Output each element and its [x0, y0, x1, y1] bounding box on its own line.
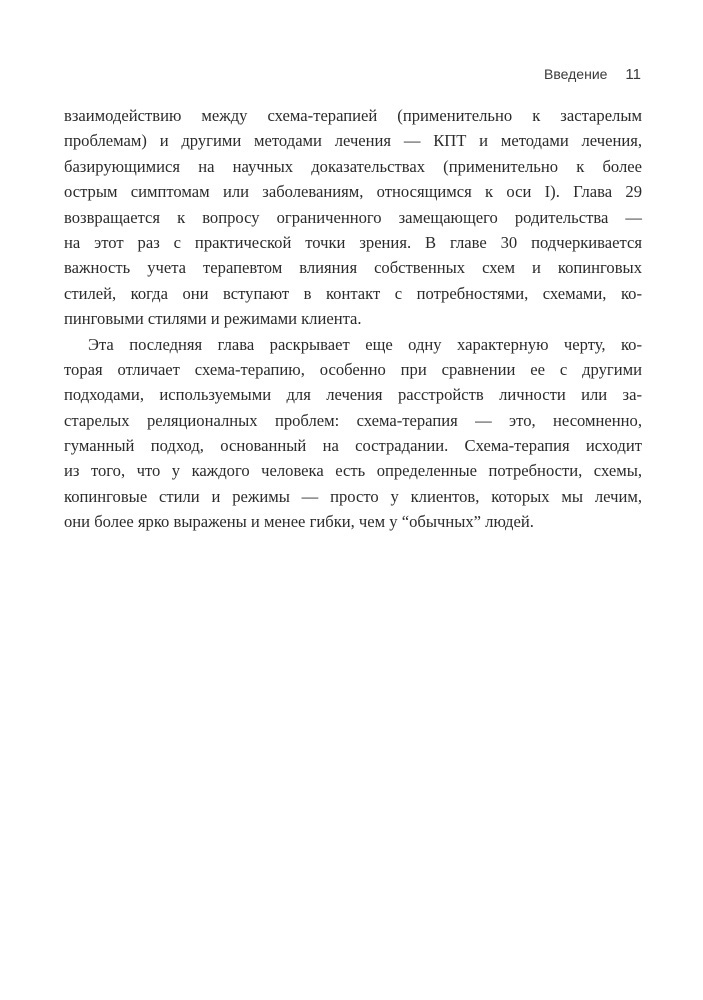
text-line: из того, что у каждого человека есть определенные потребности, схемы, [64, 461, 642, 481]
text-line: на этот раз с практической точки зрения. В главе 30 подчеркивается [64, 232, 642, 252]
running-head [544, 66, 641, 83]
paragraph [64, 103, 642, 332]
text-line: острым симптомам или заболеваниям, относящимся к оси I). Глава 29 [64, 182, 642, 202]
text-line: базирующимися на научных доказательствах (применительно к более [64, 156, 642, 176]
text-line: подходами, используемыми для лечения расстройств личности или за- [64, 385, 642, 405]
text-line: копинговые стили и режимы — просто у клиентов, которых мы лечим, [64, 486, 642, 506]
text-line: гуманный подход, основанный на сострадании. Схема-терапия исходит [64, 436, 642, 456]
section-title: Введение [544, 66, 608, 82]
text-line: пинговыми стилями и режимами клиента. [64, 309, 362, 329]
text-line: важность учета терапевтом влияния собственных схем и копинговых [64, 258, 642, 278]
page-number: 11 [625, 66, 641, 83]
paragraph [64, 332, 642, 535]
text-line: торая отличает схема-терапию, особенно при сравнении ее с другими [64, 359, 642, 379]
body-text [64, 103, 642, 535]
text-line: стилей, когда они вступают в контакт с потребностями, схемами, ко- [64, 283, 642, 303]
text-line: взаимодействию между схема-терапией (применительно к застарелым [64, 106, 642, 125]
text-line: старелых реляционалных проблем: схема-терапия — это, несомненно, [64, 410, 642, 430]
text-line: возвращается к вопросу ограниченного замещающего родительства — [64, 207, 642, 227]
text-line: Эта последняя глава раскрывает еще одну характерную черту, ко- [88, 334, 642, 354]
text-line: они более ярко выражены и менее гибки, чем у “обычных” людей. [64, 512, 534, 532]
text-line: проблемам) и другими методами лечения — КПТ и методами лечения, [64, 131, 642, 151]
